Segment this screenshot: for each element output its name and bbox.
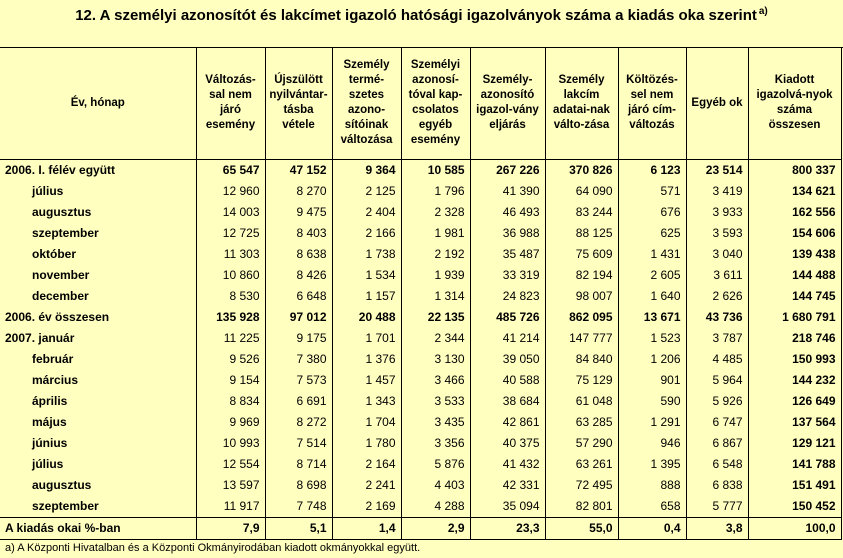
cell-value: 8 834 <box>196 391 265 412</box>
cell-value: 10 993 <box>196 433 265 454</box>
cell-total: 800 337 <box>748 159 841 181</box>
cell-value: 1 291 <box>618 412 686 433</box>
cell-value: 7 514 <box>265 433 332 454</box>
cell-value: 63 261 <box>545 454 618 475</box>
cell-value: 3 933 <box>686 202 748 223</box>
table-row <box>0 244 841 265</box>
table-row <box>0 412 841 433</box>
cell-value: 2 166 <box>332 223 401 244</box>
cell-value: 658 <box>618 496 686 518</box>
row-label: augusztus <box>0 202 196 223</box>
cell-value: 888 <box>618 475 686 496</box>
cell-value: 676 <box>618 202 686 223</box>
cell-value: 1 343 <box>332 391 401 412</box>
table-row <box>0 159 841 181</box>
cell-total: 218 746 <box>748 328 841 349</box>
cell-total: 126 649 <box>748 391 841 412</box>
cell-value: 1 939 <box>401 265 470 286</box>
cell-value: 8 270 <box>265 181 332 202</box>
row-label: július <box>0 454 196 475</box>
cell-value: 2 328 <box>401 202 470 223</box>
row-label: 2007. január <box>0 328 196 349</box>
cell-value: 5 777 <box>686 496 748 518</box>
cell-value: 3 419 <box>686 181 748 202</box>
cell-value: 23,3 <box>470 517 545 539</box>
cell-value: 3 356 <box>401 433 470 454</box>
col-header-newborn: Újszülött nyilvántar-tásba vétele <box>265 48 332 159</box>
cell-value: 6 867 <box>686 433 748 454</box>
table-row <box>0 517 841 539</box>
table-title-text: 12. A személyi azonosítót és lakcímet igazoló hatósági igazolványok száma a kiadás oka szerint <box>75 7 757 24</box>
cell-value: 9 175 <box>265 328 332 349</box>
cell-value: 7 573 <box>265 370 332 391</box>
cell-value: 147 777 <box>545 328 618 349</box>
table-row <box>0 328 841 349</box>
cell-total: 144 232 <box>748 370 841 391</box>
cell-value: 7 380 <box>265 349 332 370</box>
cell-value: 1 206 <box>618 349 686 370</box>
cell-total: 150 452 <box>748 496 841 518</box>
cell-value: 40 375 <box>470 433 545 454</box>
cell-value: 43 736 <box>686 307 748 328</box>
table-row <box>0 223 841 244</box>
cell-value: 61 048 <box>545 391 618 412</box>
cell-value: 3 611 <box>686 265 748 286</box>
cell-value: 88 125 <box>545 223 618 244</box>
cell-value: 6 648 <box>265 286 332 307</box>
cell-total: 151 491 <box>748 475 841 496</box>
row-label: december <box>0 286 196 307</box>
table-row <box>0 202 841 223</box>
cell-value: 12 554 <box>196 454 265 475</box>
cell-total: 100,0 <box>748 517 841 539</box>
cell-value: 5 876 <box>401 454 470 475</box>
table-row <box>0 475 841 496</box>
cell-value: 2 169 <box>332 496 401 518</box>
cell-value: 1 704 <box>332 412 401 433</box>
cell-value: 3 466 <box>401 370 470 391</box>
cell-total: 137 564 <box>748 412 841 433</box>
cell-value: 6 747 <box>686 412 748 433</box>
cell-value: 4 485 <box>686 349 748 370</box>
cell-value: 8 426 <box>265 265 332 286</box>
cell-value: 10 860 <box>196 265 265 286</box>
cell-total: 144 488 <box>748 265 841 286</box>
cell-value: 10 585 <box>401 159 470 181</box>
cell-value: 3 533 <box>401 391 470 412</box>
cell-value: 1,4 <box>332 517 401 539</box>
row-label: augusztus <box>0 475 196 496</box>
cell-value: 2 164 <box>332 454 401 475</box>
cell-value: 41 432 <box>470 454 545 475</box>
cell-value: 1 376 <box>332 349 401 370</box>
cell-value: 36 988 <box>470 223 545 244</box>
data-table <box>0 48 842 540</box>
cell-value: 82 194 <box>545 265 618 286</box>
row-label: 2006. I. félév együtt <box>0 159 196 181</box>
cell-value: 1 314 <box>401 286 470 307</box>
cell-value: 1 796 <box>401 181 470 202</box>
cell-value: 55,0 <box>545 517 618 539</box>
cell-value: 98 007 <box>545 286 618 307</box>
col-header-other-id-event: Személyi azonosí-tóval kap-csolatos egyéb esemény <box>401 48 470 159</box>
cell-value: 46 493 <box>470 202 545 223</box>
cell-value: 84 840 <box>545 349 618 370</box>
cell-value: 72 495 <box>545 475 618 496</box>
cell-value: 370 826 <box>545 159 618 181</box>
cell-value: 7 748 <box>265 496 332 518</box>
cell-value: 7,9 <box>196 517 265 539</box>
cell-value: 35 487 <box>470 244 545 265</box>
cell-value: 82 801 <box>545 496 618 518</box>
header-row <box>0 48 841 159</box>
cell-value: 24 823 <box>470 286 545 307</box>
cell-value: 1 981 <box>401 223 470 244</box>
row-label: október <box>0 244 196 265</box>
cell-value: 13 671 <box>618 307 686 328</box>
cell-total: 139 438 <box>748 244 841 265</box>
cell-value: 9 475 <box>265 202 332 223</box>
cell-value: 901 <box>618 370 686 391</box>
cell-value: 11 225 <box>196 328 265 349</box>
cell-value: 97 012 <box>265 307 332 328</box>
table-row <box>0 265 841 286</box>
cell-value: 9 969 <box>196 412 265 433</box>
row-label: május <box>0 412 196 433</box>
cell-value: 6 548 <box>686 454 748 475</box>
table-row <box>0 349 841 370</box>
cell-value: 5 926 <box>686 391 748 412</box>
cell-value: 0,4 <box>618 517 686 539</box>
cell-value: 75 129 <box>545 370 618 391</box>
cell-value: 1 431 <box>618 244 686 265</box>
table-row <box>0 496 841 518</box>
row-label: november <box>0 265 196 286</box>
col-header-identifier-change: Személy termé-szetes azono-sítóinak változása <box>332 48 401 159</box>
cell-value: 3 040 <box>686 244 748 265</box>
cell-value: 8 403 <box>265 223 332 244</box>
cell-value: 2 605 <box>618 265 686 286</box>
cell-value: 75 609 <box>545 244 618 265</box>
col-header-address-change-no-move: Költözés-sel nem járó cím-változás <box>618 48 686 159</box>
row-label: március <box>0 370 196 391</box>
cell-total: 154 606 <box>748 223 841 244</box>
cell-value: 862 095 <box>545 307 618 328</box>
cell-value: 2 125 <box>332 181 401 202</box>
cell-total: 141 788 <box>748 454 841 475</box>
cell-value: 2 344 <box>401 328 470 349</box>
table-row <box>0 307 841 328</box>
cell-value: 3 593 <box>686 223 748 244</box>
cell-value: 64 090 <box>545 181 618 202</box>
cell-value: 11 303 <box>196 244 265 265</box>
cell-value: 11 917 <box>196 496 265 518</box>
cell-value: 9 526 <box>196 349 265 370</box>
table-row <box>0 433 841 454</box>
cell-value: 4 403 <box>401 475 470 496</box>
cell-value: 6 691 <box>265 391 332 412</box>
cell-value: 22 135 <box>401 307 470 328</box>
cell-total: 162 556 <box>748 202 841 223</box>
cell-total: 129 121 <box>748 433 841 454</box>
cell-value: 8 714 <box>265 454 332 475</box>
row-label: június <box>0 433 196 454</box>
cell-value: 267 226 <box>470 159 545 181</box>
cell-value: 8 638 <box>265 244 332 265</box>
cell-value: 12 725 <box>196 223 265 244</box>
cell-value: 135 928 <box>196 307 265 328</box>
cell-value: 3,8 <box>686 517 748 539</box>
cell-value: 1 640 <box>618 286 686 307</box>
cell-value: 4 288 <box>401 496 470 518</box>
cell-value: 65 547 <box>196 159 265 181</box>
row-label: szeptember <box>0 496 196 518</box>
cell-value: 57 290 <box>545 433 618 454</box>
cell-value: 1 157 <box>332 286 401 307</box>
cell-value: 40 588 <box>470 370 545 391</box>
cell-value: 485 726 <box>470 307 545 328</box>
cell-value: 47 152 <box>265 159 332 181</box>
table-body <box>0 159 841 539</box>
cell-total: 1 680 791 <box>748 307 841 328</box>
cell-value: 3 130 <box>401 349 470 370</box>
cell-value: 2 192 <box>401 244 470 265</box>
cell-value: 571 <box>618 181 686 202</box>
cell-value: 1 534 <box>332 265 401 286</box>
row-label: szeptember <box>0 223 196 244</box>
col-header-no-change: Változás-sal nem járó esemény <box>196 48 265 159</box>
table-row <box>0 181 841 202</box>
cell-value: 42 331 <box>470 475 545 496</box>
row-label: 2006. év összesen <box>0 307 196 328</box>
cell-value: 9 364 <box>332 159 401 181</box>
col-header-total-issued: Kiadott igazolvá-nyok száma összesen <box>748 48 841 159</box>
cell-value: 590 <box>618 391 686 412</box>
col-header-other-reason: Egyéb ok <box>686 48 748 159</box>
cell-value: 1 457 <box>332 370 401 391</box>
cell-total: 144 745 <box>748 286 841 307</box>
col-header-id-card-procedure: Személy-azonosító igazol-vány eljárás <box>470 48 545 159</box>
cell-value: 1 523 <box>618 328 686 349</box>
cell-value: 5,1 <box>265 517 332 539</box>
row-label: április <box>0 391 196 412</box>
footnote: a) A Központi Hivatalban és a Központi Okmányirodában kiadott okmányokkal együtt. <box>5 542 421 554</box>
cell-value: 39 050 <box>470 349 545 370</box>
row-label: február <box>0 349 196 370</box>
table-row <box>0 370 841 391</box>
cell-value: 12 960 <box>196 181 265 202</box>
cell-value: 3 435 <box>401 412 470 433</box>
cell-value: 20 488 <box>332 307 401 328</box>
cell-total: 150 993 <box>748 349 841 370</box>
cell-value: 35 094 <box>470 496 545 518</box>
cell-value: 6 123 <box>618 159 686 181</box>
cell-value: 38 684 <box>470 391 545 412</box>
cell-value: 2 404 <box>332 202 401 223</box>
cell-value: 13 597 <box>196 475 265 496</box>
cell-value: 14 003 <box>196 202 265 223</box>
cell-value: 3 787 <box>686 328 748 349</box>
cell-value: 8 698 <box>265 475 332 496</box>
table-title <box>0 0 843 48</box>
cell-value: 41 214 <box>470 328 545 349</box>
cell-value: 1 780 <box>332 433 401 454</box>
cell-value: 2 241 <box>332 475 401 496</box>
row-label: A kiadás okai %-ban <box>0 517 196 539</box>
title-footnote-marker: a) <box>758 6 768 17</box>
cell-value: 23 514 <box>686 159 748 181</box>
cell-value: 625 <box>618 223 686 244</box>
cell-value: 5 964 <box>686 370 748 391</box>
cell-value: 33 319 <box>470 265 545 286</box>
col-header-period: Év, hónap <box>0 48 196 159</box>
row-label: július <box>0 181 196 202</box>
col-header-address-change: Személy lakcím adatai-nak válto-zása <box>545 48 618 159</box>
table-row <box>0 454 841 475</box>
cell-value: 83 244 <box>545 202 618 223</box>
cell-value: 6 838 <box>686 475 748 496</box>
cell-value: 1 701 <box>332 328 401 349</box>
cell-value: 946 <box>618 433 686 454</box>
cell-value: 2 626 <box>686 286 748 307</box>
table-row <box>0 391 841 412</box>
cell-total: 134 621 <box>748 181 841 202</box>
cell-value: 9 154 <box>196 370 265 391</box>
cell-value: 1 738 <box>332 244 401 265</box>
cell-value: 8 530 <box>196 286 265 307</box>
table-row <box>0 286 841 307</box>
cell-value: 1 395 <box>618 454 686 475</box>
cell-value: 41 390 <box>470 181 545 202</box>
cell-value: 63 285 <box>545 412 618 433</box>
cell-value: 42 861 <box>470 412 545 433</box>
cell-value: 2,9 <box>401 517 470 539</box>
cell-value: 8 272 <box>265 412 332 433</box>
